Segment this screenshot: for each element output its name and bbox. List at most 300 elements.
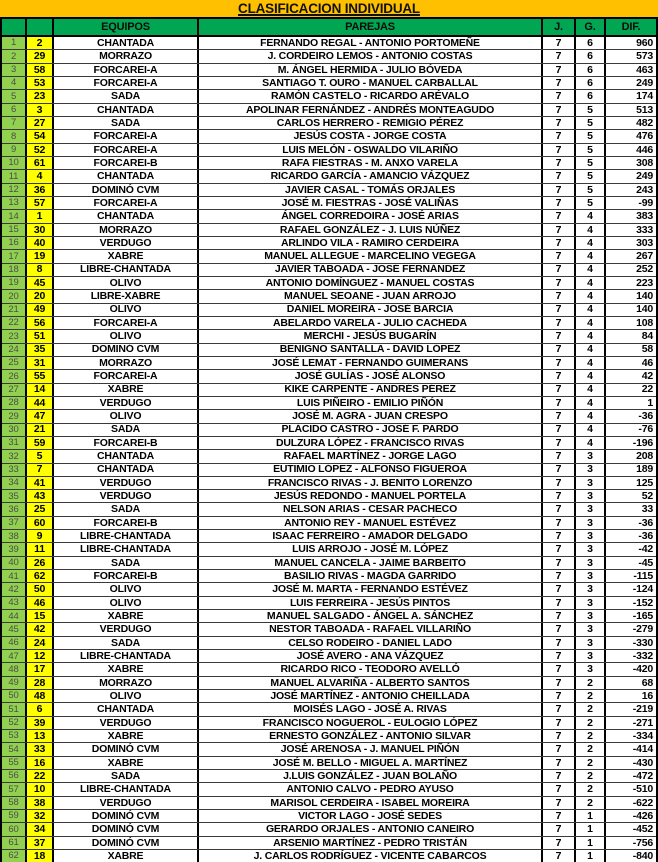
won-cell: 6	[576, 77, 606, 89]
team-cell: OLIVO	[54, 410, 199, 422]
table-row	[2, 250, 656, 263]
difference-cell: 252	[636, 263, 653, 276]
team-cell: XABRE	[54, 610, 199, 622]
number-cell: 46	[27, 597, 54, 609]
position-cell: 13	[2, 197, 27, 209]
played-cell: 7	[543, 157, 576, 169]
pair-cell: FRANCISCO NOGUEROL - EULOGIO LÓPEZ	[199, 717, 543, 729]
team-cell: DOMINÓ CVM	[54, 837, 199, 849]
number-cell: 60	[27, 517, 54, 529]
difference-cell: 463	[636, 63, 653, 76]
pair-cell: LUIS ARROJO - JOSÉ M. LÓPEZ	[199, 543, 543, 555]
team-cell: FORCAREI-A	[54, 317, 199, 329]
number-cell: 17	[27, 663, 54, 675]
played-cell: 7	[543, 557, 576, 569]
pair-cell: CELSO RODEIRO - DANIEL LADO	[199, 637, 543, 649]
pair-cell: FRANCISCO RIVAS - J. BENITO LORENZO	[199, 477, 543, 489]
team-cell: SADA	[54, 90, 199, 102]
position-cell: 35	[2, 490, 27, 502]
team-cell: XABRE	[54, 384, 199, 396]
number-cell: 1	[27, 210, 54, 222]
team-cell: XABRE	[54, 730, 199, 742]
position-cell: 34	[2, 477, 27, 489]
table-row	[2, 450, 656, 463]
pair-cell: RICARDO RICO - TEODORO AVELLÓ	[199, 663, 543, 675]
team-cell: SADA	[54, 117, 199, 129]
header-equipos: EQUIPOS	[54, 19, 199, 35]
pair-cell: VICTOR LAGO - JOSÉ SEDES	[199, 810, 543, 822]
won-cell: 4	[576, 437, 606, 449]
pair-cell: JOSÉ MARTÍNEZ - ANTONIO CHEILLADA	[199, 690, 543, 702]
table-row	[2, 730, 656, 743]
position-cell: 45	[2, 623, 27, 635]
won-cell: 3	[576, 637, 606, 649]
team-cell: FORCAREI-A	[54, 64, 199, 76]
position-cell: 1	[2, 37, 27, 49]
pair-cell: EUTIMIO LÓPEZ - ALFONSO FIGUEROA	[199, 464, 543, 476]
table-row	[2, 570, 656, 583]
position-cell: 30	[2, 424, 27, 436]
position-cell: 17	[2, 250, 27, 262]
difference-cell: -420	[632, 663, 653, 676]
difference-cell: 46	[641, 356, 653, 369]
played-cell: 7	[543, 850, 576, 862]
position-cell: 62	[2, 850, 27, 862]
team-cell: FORCAREI-A	[54, 197, 199, 209]
played-cell: 7	[543, 770, 576, 782]
table-row	[2, 264, 656, 277]
difference-cell: -124	[632, 583, 653, 596]
team-cell: VERDUGO	[54, 397, 199, 409]
position-cell: 54	[2, 743, 27, 755]
position-cell: 5	[2, 90, 27, 102]
team-cell: CHANTADA	[54, 170, 199, 182]
difference-cell: -756	[632, 836, 653, 849]
table-row	[2, 130, 656, 143]
number-cell: 47	[27, 410, 54, 422]
difference-cell: 476	[636, 130, 653, 143]
difference-cell: -840	[632, 850, 653, 862]
difference-cell: 140	[636, 290, 653, 303]
team-cell: FORCAREI-B	[54, 570, 199, 582]
won-cell: 4	[576, 384, 606, 396]
team-cell: LIBRE-CHANTADA	[54, 650, 199, 662]
played-cell: 7	[543, 237, 576, 249]
number-cell: 8	[27, 264, 54, 276]
number-cell: 4	[27, 170, 54, 182]
played-cell: 7	[543, 783, 576, 795]
table-row	[2, 677, 656, 690]
header-ganados: G.	[576, 19, 606, 35]
table-row	[2, 477, 656, 490]
difference-cell: 140	[636, 303, 653, 316]
played-cell: 7	[543, 490, 576, 502]
team-cell: SADA	[54, 424, 199, 436]
played-cell: 7	[543, 50, 576, 62]
won-cell: 4	[576, 237, 606, 249]
difference-cell: -279	[632, 623, 653, 636]
played-cell: 7	[543, 477, 576, 489]
table-row	[2, 610, 656, 623]
table-row	[2, 344, 656, 357]
difference-cell: 573	[636, 50, 653, 63]
won-cell: 2	[576, 797, 606, 809]
position-cell: 36	[2, 503, 27, 515]
table-row	[2, 37, 656, 50]
pair-cell: PLÁCIDO CASTRO - JOSÉ F. PARDO	[199, 424, 543, 436]
won-cell: 5	[576, 157, 606, 169]
played-cell: 7	[543, 543, 576, 555]
number-cell: 27	[27, 117, 54, 129]
table-row	[2, 583, 656, 596]
number-cell: 15	[27, 610, 54, 622]
position-cell: 47	[2, 650, 27, 662]
pair-cell: JAVIER CASAL - TOMÁS ORJALES	[199, 184, 543, 196]
pair-cell: JOSÉ M. MARTA - FERNANDO ESTÉVEZ	[199, 583, 543, 595]
table-row	[2, 384, 656, 397]
number-cell: 50	[27, 583, 54, 595]
played-cell: 7	[543, 424, 576, 436]
pair-cell: RAFAEL GONZÁLEZ - J. LUIS NÚÑEZ	[199, 224, 543, 236]
won-cell: 6	[576, 37, 606, 49]
table-row	[2, 357, 656, 370]
difference-cell: -152	[632, 596, 653, 609]
table-row	[2, 144, 656, 157]
table-row	[2, 277, 656, 290]
team-cell: OLIVO	[54, 690, 199, 702]
team-cell: DOMINÓ CVM	[54, 184, 199, 196]
pair-cell: RAFAEL MARTÍNEZ - JORGE LAGO	[199, 450, 543, 462]
team-cell: XABRE	[54, 757, 199, 769]
pair-cell: RAFA FIESTRAS - M. ANXO VARELA	[199, 157, 543, 169]
won-cell: 1	[576, 837, 606, 849]
pair-cell: ANTONIO DOMÍNGUEZ - MANUEL COSTAS	[199, 277, 543, 289]
number-cell: 21	[27, 424, 54, 436]
won-cell: 3	[576, 597, 606, 609]
number-cell: 6	[27, 703, 54, 715]
won-cell: 2	[576, 757, 606, 769]
pair-cell: JESÚS REDONDO - MANUEL PORTELA	[199, 490, 543, 502]
played-cell: 7	[543, 64, 576, 76]
header-diferencia: DIF.	[621, 21, 641, 33]
played-cell: 7	[543, 370, 576, 382]
difference-cell: 267	[636, 250, 653, 263]
number-cell: 45	[27, 277, 54, 289]
played-cell: 7	[543, 170, 576, 182]
number-cell: 48	[27, 690, 54, 702]
played-cell: 7	[543, 730, 576, 742]
won-cell: 3	[576, 503, 606, 515]
pair-cell: DANIEL MOREIRA - JOSÉ BARCIA	[199, 304, 543, 316]
pair-cell: FERNANDO REGAL - ANTONIO PORTOMEÑE	[199, 37, 543, 49]
won-cell: 4	[576, 277, 606, 289]
table-row	[2, 370, 656, 383]
table-row	[2, 104, 656, 117]
played-cell: 7	[543, 410, 576, 422]
played-cell: 7	[543, 304, 576, 316]
played-cell: 7	[543, 597, 576, 609]
pair-cell: JOSÉ GULÍAS - JOSÉ ALONSO	[199, 370, 543, 382]
position-cell: 51	[2, 703, 27, 715]
pair-cell: JOSÉ LEMAT - FERNANDO GUIMERANS	[199, 357, 543, 369]
won-cell: 2	[576, 730, 606, 742]
team-cell: MORRAZO	[54, 677, 199, 689]
team-cell: XABRE	[54, 850, 199, 862]
pair-cell: LUIS MELÓN - OSWALDO VILARIÑO	[199, 144, 543, 156]
number-cell: 31	[27, 357, 54, 369]
position-cell: 31	[2, 437, 27, 449]
difference-cell: -330	[632, 636, 653, 649]
position-cell: 2	[2, 50, 27, 62]
table-row	[2, 64, 656, 77]
difference-cell: 125	[636, 476, 653, 489]
pair-cell: ERNESTO GONZÁLEZ - ANTONIO SILVAR	[199, 730, 543, 742]
won-cell: 4	[576, 290, 606, 302]
table-row	[2, 304, 656, 317]
table-row	[2, 530, 656, 543]
pair-cell: MANUEL CANCELA - JAIME BARBEITO	[199, 557, 543, 569]
number-cell: 40	[27, 237, 54, 249]
won-cell: 3	[576, 450, 606, 462]
won-cell: 4	[576, 264, 606, 276]
difference-cell: -332	[632, 650, 653, 662]
difference-cell: 33	[641, 503, 653, 516]
played-cell: 7	[543, 637, 576, 649]
won-cell: 3	[576, 623, 606, 635]
position-cell: 16	[2, 237, 27, 249]
won-cell: 4	[576, 370, 606, 382]
table-row	[2, 437, 656, 450]
number-cell: 49	[27, 304, 54, 316]
difference-cell: -510	[632, 783, 653, 796]
position-cell: 39	[2, 543, 27, 555]
pair-cell: DULZURA LÓPEZ - FRANCISCO RIVAS	[199, 437, 543, 449]
pair-cell: RAMÓN CASTELO - RICARDO ARÉVALO	[199, 90, 543, 102]
table-row	[2, 597, 656, 610]
played-cell: 7	[543, 104, 576, 116]
number-cell: 7	[27, 464, 54, 476]
played-cell: 7	[543, 224, 576, 236]
team-cell: FORCAREI-A	[54, 370, 199, 382]
position-cell: 20	[2, 290, 27, 302]
won-cell: 2	[576, 690, 606, 702]
difference-cell: 84	[641, 330, 653, 343]
played-cell: 7	[543, 797, 576, 809]
position-cell: 49	[2, 677, 27, 689]
difference-cell: -36	[638, 516, 653, 529]
number-cell: 51	[27, 330, 54, 342]
played-cell: 7	[543, 250, 576, 262]
header-number	[27, 19, 54, 35]
pair-cell: ISAAC FERREIRO - AMADOR DELGADO	[199, 530, 543, 542]
difference-cell: 58	[641, 343, 653, 356]
played-cell: 7	[543, 117, 576, 129]
won-cell: 3	[576, 570, 606, 582]
table-row	[2, 330, 656, 343]
table-header-row	[2, 19, 656, 37]
difference-cell: 308	[636, 156, 653, 169]
position-cell: 32	[2, 450, 27, 462]
team-cell: SADA	[54, 557, 199, 569]
won-cell: 2	[576, 677, 606, 689]
position-cell: 8	[2, 130, 27, 142]
played-cell: 7	[543, 77, 576, 89]
played-cell: 7	[543, 130, 576, 142]
number-cell: 61	[27, 157, 54, 169]
pair-cell: JOSÉ ARENOSA - J. MANUEL PIÑÓN	[199, 743, 543, 755]
won-cell: 3	[576, 663, 606, 675]
won-cell: 5	[576, 130, 606, 142]
position-cell: 29	[2, 410, 27, 422]
team-cell: SADA	[54, 637, 199, 649]
won-cell: 3	[576, 530, 606, 542]
difference-cell: 1	[647, 396, 653, 409]
team-cell: CHANTADA	[54, 464, 199, 476]
difference-cell: 108	[636, 316, 653, 329]
won-cell: 4	[576, 330, 606, 342]
played-cell: 7	[543, 823, 576, 835]
pair-cell: JOSÉ M. FIESTRAS - JOSÉ VALIÑAS	[199, 197, 543, 209]
position-cell: 48	[2, 663, 27, 675]
pair-cell: MARISOL CERDEIRA - ISABEL MOREIRA	[199, 797, 543, 809]
table-row	[2, 464, 656, 477]
won-cell: 4	[576, 410, 606, 422]
played-cell: 7	[543, 384, 576, 396]
team-cell: DOMINÓ CVM	[54, 344, 199, 356]
difference-cell: 42	[641, 370, 653, 383]
difference-cell: 513	[636, 103, 653, 116]
pair-cell: SANTIAGO T. OURO - MANUEL CARBALLAL	[199, 77, 543, 89]
team-cell: SADA	[54, 770, 199, 782]
position-cell: 9	[2, 144, 27, 156]
number-cell: 39	[27, 717, 54, 729]
pair-cell: MANUEL ALLEGUE - MARCELINO VEGEGA	[199, 250, 543, 262]
number-cell: 42	[27, 623, 54, 635]
position-cell: 22	[2, 317, 27, 329]
position-cell: 3	[2, 64, 27, 76]
position-cell: 4	[2, 77, 27, 89]
table-row	[2, 623, 656, 636]
team-cell: DOMINÓ CVM	[54, 743, 199, 755]
played-cell: 7	[543, 37, 576, 49]
difference-cell: -622	[632, 796, 653, 809]
number-cell: 2	[27, 37, 54, 49]
difference-cell: -430	[632, 756, 653, 769]
won-cell: 6	[576, 50, 606, 62]
pair-cell: JOSÉ AVERO - ANA VÁZQUEZ	[199, 650, 543, 662]
position-cell: 25	[2, 357, 27, 369]
table-row	[2, 210, 656, 223]
won-cell: 2	[576, 743, 606, 755]
position-cell: 38	[2, 530, 27, 542]
table-row	[2, 837, 656, 850]
table-row	[2, 663, 656, 676]
won-cell: 2	[576, 770, 606, 782]
position-cell: 11	[2, 170, 27, 182]
pair-cell: LUIS PIÑEIRO - EMILIO PIÑÓN	[199, 397, 543, 409]
team-cell: FORCAREI-A	[54, 77, 199, 89]
won-cell: 3	[576, 557, 606, 569]
played-cell: 7	[543, 623, 576, 635]
number-cell: 32	[27, 810, 54, 822]
table-row	[2, 424, 656, 437]
number-cell: 33	[27, 743, 54, 755]
number-cell: 53	[27, 77, 54, 89]
table-row	[2, 690, 656, 703]
difference-cell: -426	[632, 810, 653, 822]
position-cell: 33	[2, 464, 27, 476]
difference-cell: 482	[636, 116, 653, 129]
won-cell: 1	[576, 823, 606, 835]
number-cell: 44	[27, 397, 54, 409]
pair-cell: J. CARLOS RODRÍGUEZ - VICENTE CABARCOS	[199, 850, 543, 862]
position-cell: 6	[2, 104, 27, 116]
number-cell: 9	[27, 530, 54, 542]
position-cell: 12	[2, 184, 27, 196]
played-cell: 7	[543, 757, 576, 769]
played-cell: 7	[543, 677, 576, 689]
position-cell: 60	[2, 823, 27, 835]
pair-cell: MANUEL ALVARIÑA - ALBERTO SANTOS	[199, 677, 543, 689]
position-cell: 37	[2, 517, 27, 529]
table-row	[2, 783, 656, 796]
team-cell: MORRAZO	[54, 224, 199, 236]
table-row	[2, 290, 656, 303]
position-cell: 21	[2, 304, 27, 316]
won-cell: 4	[576, 304, 606, 316]
played-cell: 7	[543, 517, 576, 529]
won-cell: 3	[576, 490, 606, 502]
pair-cell: ANTONIO REY - MANUEL ESTÉVEZ	[199, 517, 543, 529]
table-row	[2, 224, 656, 237]
played-cell: 7	[543, 397, 576, 409]
team-cell: XABRE	[54, 250, 199, 262]
difference-cell: 22	[641, 383, 653, 396]
difference-cell: -36	[638, 530, 653, 543]
played-cell: 7	[543, 344, 576, 356]
position-cell: 42	[2, 583, 27, 595]
team-cell: OLIVO	[54, 597, 199, 609]
pair-cell: NELSON ARIAS - CESAR PACHECO	[199, 503, 543, 515]
team-cell: FORCAREI-A	[54, 144, 199, 156]
won-cell: 3	[576, 543, 606, 555]
played-cell: 7	[543, 184, 576, 196]
won-cell: 5	[576, 184, 606, 196]
table-row	[2, 90, 656, 103]
pair-cell: JESÚS COSTA - JORGE COSTA	[199, 130, 543, 142]
table-row	[2, 117, 656, 130]
played-cell: 7	[543, 450, 576, 462]
position-cell: 27	[2, 384, 27, 396]
number-cell: 23	[27, 90, 54, 102]
team-cell: FORCAREI-A	[54, 130, 199, 142]
number-cell: 18	[27, 850, 54, 862]
pair-cell: ANTONIO CALVO - PEDRO AYUSO	[199, 783, 543, 795]
played-cell: 7	[543, 264, 576, 276]
pair-cell: ARLINDO VILA - RAMIRO CERDEIRA	[199, 237, 543, 249]
played-cell: 7	[543, 210, 576, 222]
position-cell: 46	[2, 637, 27, 649]
played-cell: 7	[543, 90, 576, 102]
won-cell: 4	[576, 317, 606, 329]
difference-cell: 223	[636, 276, 653, 289]
number-cell: 54	[27, 130, 54, 142]
won-cell: 4	[576, 224, 606, 236]
played-cell: 7	[543, 464, 576, 476]
table-row	[2, 823, 656, 836]
table-row	[2, 557, 656, 570]
pair-cell: KIKE CARPENTE - ANDRÉS PÉREZ	[199, 384, 543, 396]
